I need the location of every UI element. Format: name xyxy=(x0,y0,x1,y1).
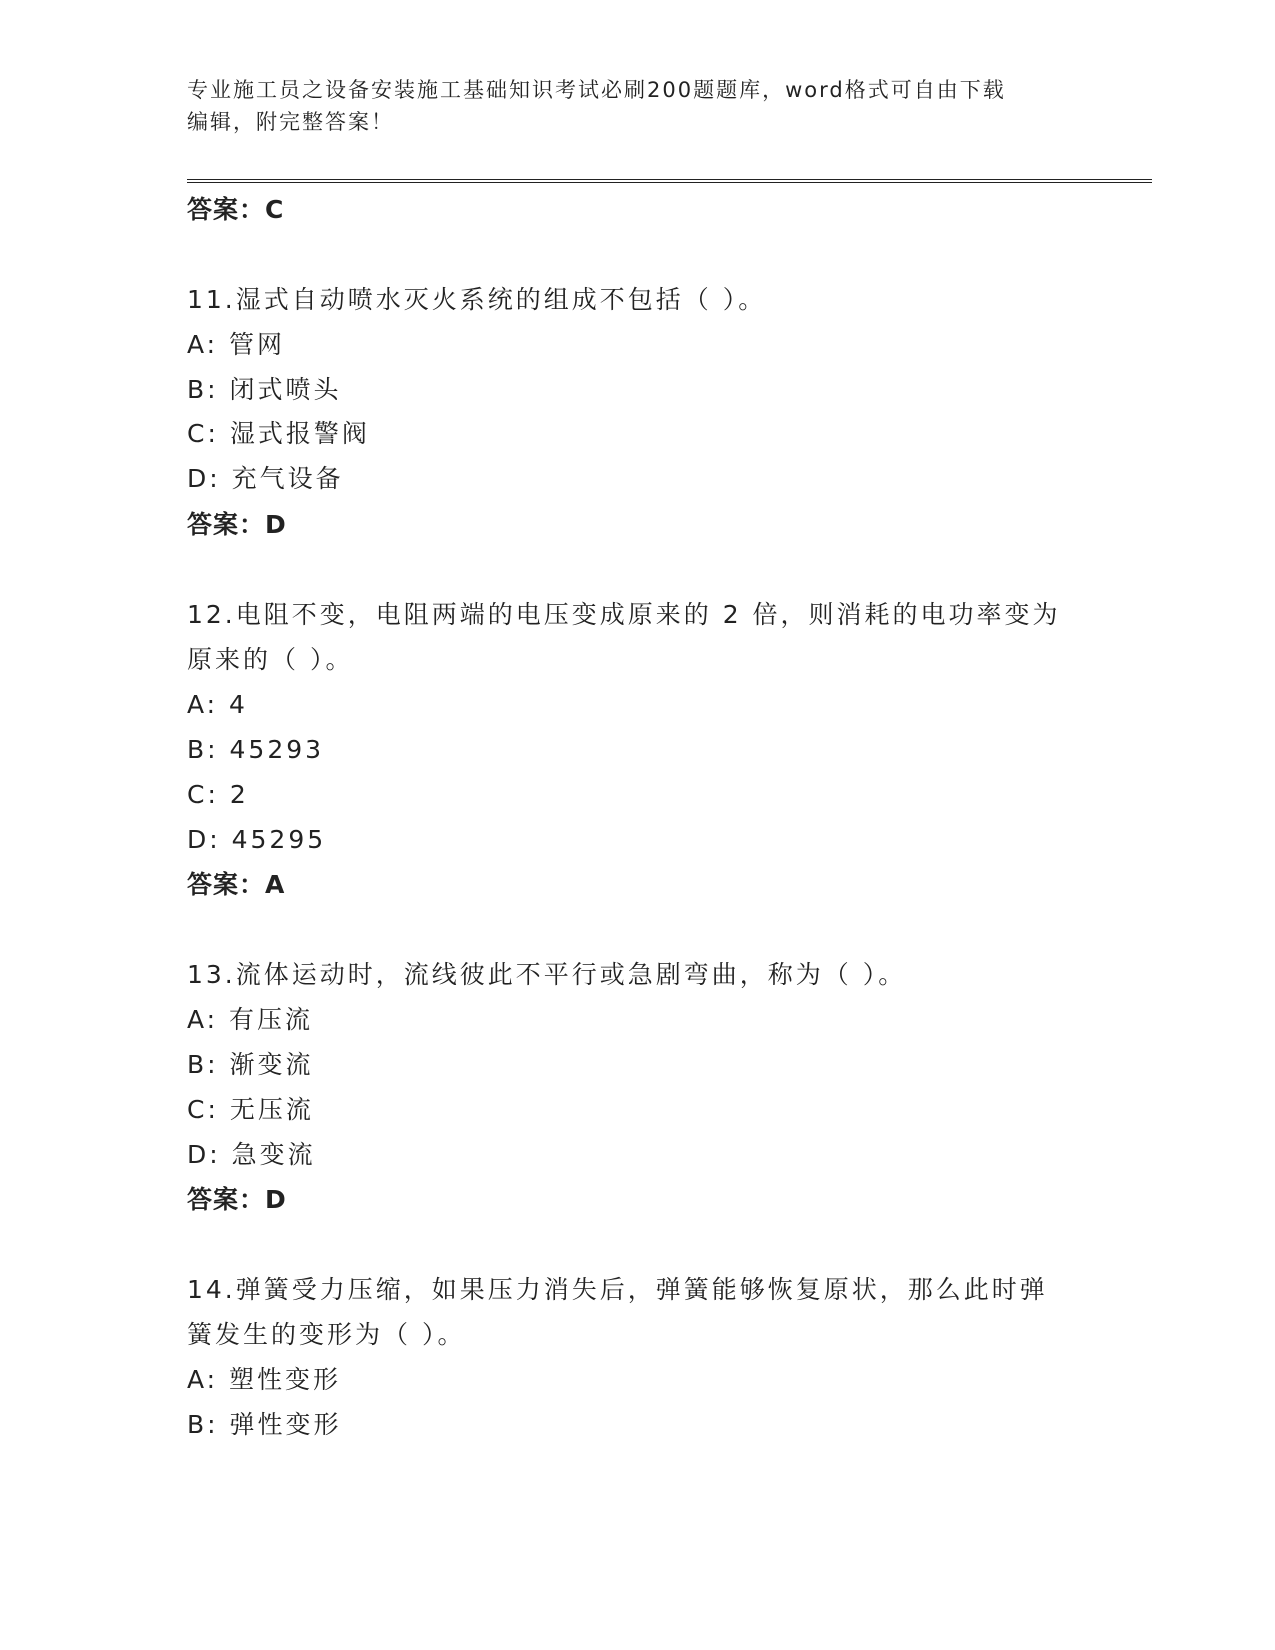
header-line-1: 专业施工员之设备安装施工基础知识考试必刷200题题库，word格式可自由下载 xyxy=(187,78,1006,102)
question-12-option-d: D: 45295 xyxy=(187,825,327,854)
question-14-option-b: B: 弹性变形 xyxy=(187,1410,342,1439)
question-12-option-c: C: 2 xyxy=(187,780,249,809)
question-11-option-d: D: 充气设备 xyxy=(187,464,344,493)
question-11-option-c: C: 湿式报警阀 xyxy=(187,419,370,448)
question-13-option-d: D: 急变流 xyxy=(187,1140,316,1169)
question-12-stem-line-1: 12.电阻不变，电阻两端的电压变成原来的 2 倍，则消耗的电功率变为 xyxy=(187,600,1061,629)
answer-previous: 答案：C xyxy=(187,195,285,224)
header-line-2: 编辑，附完整答案！ xyxy=(187,110,394,134)
question-12-option-b: B: 45293 xyxy=(187,735,325,764)
question-14-stem-line-1: 14.弹簧受力压缩，如果压力消失后，弹簧能够恢复原状，那么此时弹 xyxy=(187,1275,1048,1304)
question-12-stem-line-2: 原来的（ ）。 xyxy=(187,645,354,674)
question-13-option-b: B: 渐变流 xyxy=(187,1050,314,1079)
question-11-option-b: B: 闭式喷头 xyxy=(187,375,342,404)
header-divider-top xyxy=(187,179,1152,180)
document-header xyxy=(187,74,1067,138)
question-11-option-a: A: 管网 xyxy=(187,330,286,359)
question-13-stem: 13.流体运动时，流线彼此不平行或急剧弯曲，称为（ ）。 xyxy=(187,960,907,989)
question-12-answer: 答案：A xyxy=(187,870,286,899)
question-13-option-c: C: 无压流 xyxy=(187,1095,314,1124)
question-11-stem: 11.湿式自动喷水灭火系统的组成不包括（ ）。 xyxy=(187,285,767,314)
question-11-answer: 答案：D xyxy=(187,510,287,539)
header-divider-bottom xyxy=(187,182,1152,183)
question-14-stem-line-2: 簧发生的变形为（ ）。 xyxy=(187,1320,466,1349)
question-13-answer: 答案：D xyxy=(187,1185,287,1214)
question-14-option-a: A: 塑性变形 xyxy=(187,1365,342,1394)
question-12-option-a: A: 4 xyxy=(187,690,248,719)
question-13-option-a: A: 有压流 xyxy=(187,1005,314,1034)
